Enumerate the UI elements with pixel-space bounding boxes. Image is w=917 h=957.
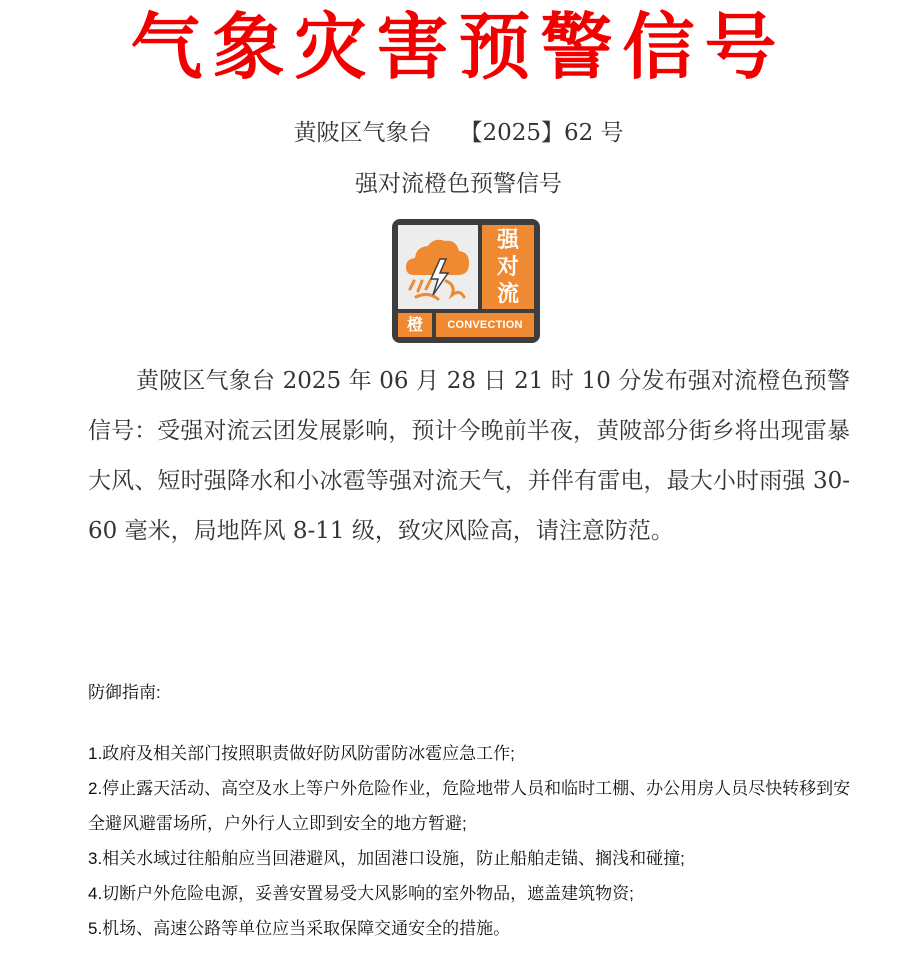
guidelines-title: 防御指南: <box>88 683 161 702</box>
issuer-name: 黄陂区气象台 <box>293 120 432 146</box>
guideline-item: 5.机场、高速公路等单位应当采取保障交通安全的措施。 <box>88 919 511 938</box>
guideline-item: 1.政府及相关部门按照职责做好防风防雷防冰雹应急工作; <box>88 744 515 763</box>
banner-title: 气象灾害预警信号 <box>130 4 787 89</box>
signal-word-char: 强 <box>496 227 519 253</box>
signal-level-chip: 橙 <box>398 313 432 337</box>
signal-word-char: 流 <box>496 281 519 307</box>
defense-guidelines <box>88 680 858 946</box>
issuer-line <box>0 116 917 150</box>
document-number: 【2025】62 号 <box>459 120 624 146</box>
signal-title: 强对流橙色预警信号 <box>355 171 562 197</box>
announcement-text: 黄陂区气象台 2025 年 06 月 28 日 21 时 10 分发布强对流橙色预警信号：受强对流云团发展影响，预计今晚前半夜，黄陂部分街乡将出现雷暴大风、短时强降水和小冰雹等强对流天气，并伴有雷电，最大小时雨强 30-60 毫米，局地阵风 8-11 级，致灾风险高，请注意防范。 <box>88 368 850 544</box>
signal-word-panel <box>482 225 534 309</box>
storm-cloud-icon <box>398 225 478 309</box>
guideline-item: 2.停止露天活动、高空及水上等户外危险作业，危险地带人员和临时工棚、办公用房人员尽快转移到安全避风避雷场所，户外行人立即到安全的地方暂避; <box>88 779 851 833</box>
guidelines-list <box>88 736 858 946</box>
guideline-item: 3.相关水域过往船舶应当回港避风，加固港口设施，防止船舶走锚、搁浅和碰撞; <box>88 849 685 868</box>
signal-english-chip: CONVECTION <box>436 313 534 337</box>
convection-orange-icon <box>392 219 540 343</box>
signal-word-char: 对 <box>496 254 519 280</box>
guideline-item: 4.切断户外危险电源，妥善安置易受大风影响的室外物品，遮盖建筑物资; <box>88 884 634 903</box>
